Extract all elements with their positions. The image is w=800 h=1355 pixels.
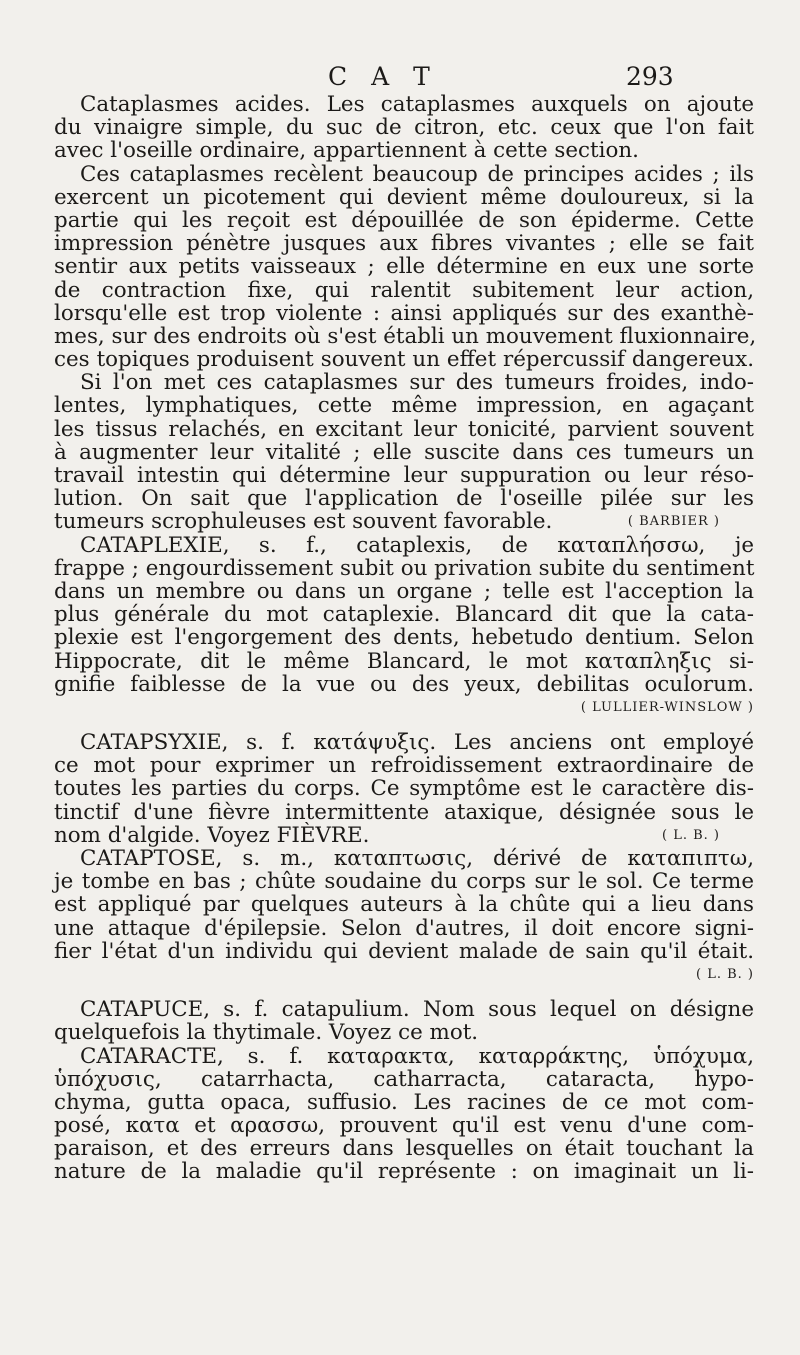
text-line: plexie est l'engorgement des dents, hebetudo dentium. Selon (54, 625, 754, 651)
text-line: frappe ; engourdissement subit ou privation subite du sentiment (54, 555, 755, 581)
text-line: quelquefois la thytimale. Voyez ce mot. (54, 1020, 479, 1046)
text-line: sentir aux petits vaisseaux ; elle détermine en eux une sorte (54, 254, 754, 280)
text-line: plus générale du mot cataplexie. Blancard dit que la cata- (54, 602, 754, 628)
text-line: ces topiques produisent souvent un effet répercussif dangereux. (54, 347, 754, 373)
text-line: tinctif d'une fièvre intermittente ataxique, désignée sous le (54, 799, 754, 825)
text-line: lorsqu'elle est trop violente : ainsi appliqués sur des exanthè- (54, 300, 754, 326)
text-line: Hippocrate, dit le même Blancard, le mot καταπληξις si- (54, 648, 754, 674)
text-line: gnifie faiblesse de la vue ou des yeux, debilitas oculorum. (54, 671, 754, 697)
text-line: CATARACTE, s. f. καταρακτα, καταρράκτης, ὑπόχυμα, (80, 1043, 754, 1069)
text-line: toutes les parties du corps. Ce symptôme est le caractère dis- (54, 776, 754, 802)
text-line: du vinaigre simple, du suc de citron, etc. ceux que l'on fait (54, 115, 754, 141)
author-signature: ( L. B. ) (662, 827, 720, 843)
author-signature: ( LULLIER-WINSLOW ) (580, 699, 754, 715)
text-line: CATAPLEXIE, s. f., cataplexis, de καταπλήσσω, je (80, 532, 754, 558)
text-line: je tombe en bas ; chûte soudaine du corps sur le sol. Ce terme (54, 869, 754, 895)
text-line-content: nom d'algide. Voyez FIÈVRE. (54, 822, 370, 848)
text-line: dans un membre ou dans un organe ; telle est l'acception la (54, 578, 754, 604)
text-line: mes, sur des endroits où s'est établi un mouvement fluxionnaire, (54, 323, 757, 349)
text-line: chyma, gutta opaca, suffusio. Les racines de ce mot com- (54, 1089, 754, 1115)
text-line: exercent un picotement qui devient même douloureux, si la (54, 184, 754, 210)
text-line: CATAPTOSE, s. m., καταπτωσις, dérivé de καταπιπτω, (80, 846, 754, 871)
text-line: Si l'on met ces cataplasmes sur des tumeurs froides, indo- (80, 370, 754, 396)
text-line: est appliqué par quelques auteurs à la chûte qui a lieu dans (54, 892, 754, 918)
text-line: posé, κατα et αρασσω, prouvent qu'il est venu d'une com- (54, 1113, 754, 1139)
text-line (54, 824, 754, 847)
text-line: ce mot pour exprimer un refroidissement extraordinaire de (54, 753, 754, 779)
running-head (0, 62, 800, 92)
text-line: CATAPSYXIE, s. f. κατάψυξις. Les anciens ont employé (80, 730, 754, 756)
page-number: 293 (626, 62, 674, 91)
text-line: travail intestin qui détermine leur suppuration ou leur réso- (54, 463, 754, 488)
text-line: une attaque d'épilepsie. Selon d'autres, il doit encore signi- (54, 915, 754, 941)
text-line: fier l'état d'un individu qui devient malade de sain qu'il était. (54, 938, 754, 964)
author-signature: ( BARBIER ) (627, 514, 720, 530)
text-line: nature de la maladie qu'il représente : on imaginait un li- (54, 1159, 754, 1185)
text-line (54, 510, 754, 533)
text-line: les tissus relachés, en excitant leur tonicité, parvient souvent (54, 416, 754, 442)
text-line: de contraction fixe, qui ralentit subitement leur action, (54, 277, 754, 303)
text-line: Cataplasmes acides. Les cataplasmes auxquels on ajoute (80, 92, 754, 117)
text-line: avec l'oseille ordinaire, appartiennent à cette section. (54, 138, 639, 164)
text-line-content: tumeurs scrophuleuses est souvent favorable. (54, 509, 553, 535)
text-line: lution. On sait que l'application de l'oseille pilée sur les (54, 486, 754, 512)
text-line: CATAPUCE, s. f. catapulium. Nom sous lequel on désigne (80, 997, 754, 1023)
text-line: Ces cataplasmes recèlent beaucoup de principes acides ; ils (80, 161, 754, 187)
text-block (54, 92, 757, 1185)
text-line: partie qui les reçoit est dépouillée de son épiderme. Cette (54, 207, 754, 233)
text-line: lentes, lymphatiques, cette même impression, en agaçant (54, 393, 754, 419)
text-line: ὑπόχυσις, catarrhacta, catharracta, cataracta, hypo- (54, 1066, 754, 1092)
running-title: C A T (328, 62, 438, 91)
text-line: impression pénètre jusques aux fibres vivantes ; elle se fait (54, 231, 754, 257)
text-line: à augmenter leur vitalité ; elle suscite dans ces tumeurs un (54, 439, 754, 465)
text-line: paraison, et des erreurs dans lesquelles on était touchant la (54, 1136, 754, 1162)
author-signature: ( L. B. ) (696, 966, 754, 982)
